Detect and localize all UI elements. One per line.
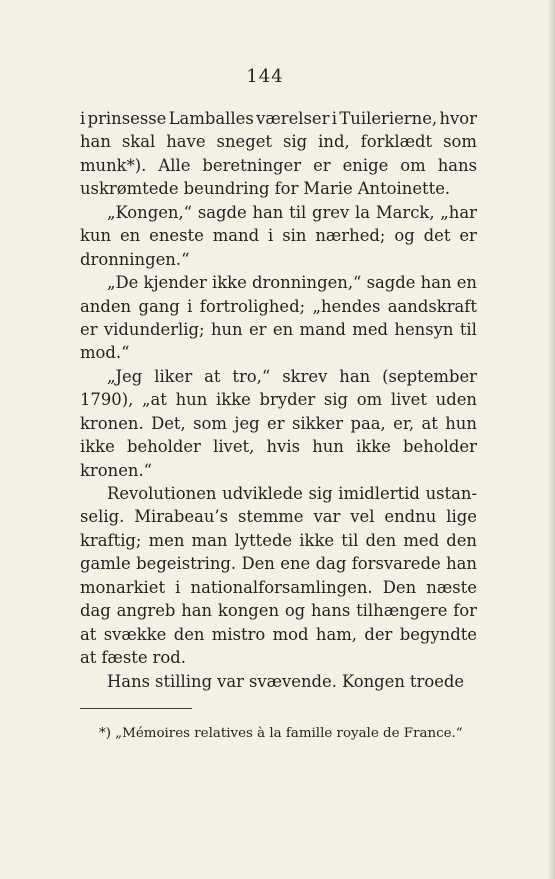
text-line: kraftig; men man lyttede ikke til den med den (80, 530, 477, 550)
text-line: munk*). Alle beretninger er enige om hans (80, 155, 477, 175)
text-line: anden gang i fortrolighed; „hendes aandskraft (80, 296, 477, 316)
text-line: Hans stilling var svævende. Kongen troede (107, 671, 465, 691)
text-line: ikke beholder livet, hvis hun ikke beholder (80, 437, 477, 457)
text-line: gamle begeistring. Den ene dag forsvarede han (80, 554, 477, 574)
text-line: „Kongen,“ sagde han til grev la Marck, „har (107, 202, 477, 222)
footnote: *) „Mémoires relatives à la famille royale de France.“ (99, 726, 463, 741)
text-line: monarkiet i nationalforsamlingen. Den næste (80, 577, 477, 597)
text-line: at svække den mistro mod ham, der begyndte (80, 624, 477, 644)
text-line: 1790), „at hun ikke bryder sig om livet uden (80, 390, 477, 410)
text-line: kun en eneste mand i sin nærhed; og det er (80, 226, 477, 246)
text-line: „Jeg liker at tro,“ skrev han (september (107, 366, 477, 386)
body-text (80, 107, 477, 693)
text-line: at fæste rod. (80, 648, 186, 668)
text-line: selig. Mirabeau’s stemme var vel endnu lige (80, 507, 477, 527)
text-line: dronningen.“ (80, 249, 190, 269)
text-line: uskrømtede beundring for Marie Antoinette. (80, 179, 451, 199)
page-edge-shadow (547, 0, 555, 879)
text-line: kronen. Det, som jeg er sikker paa, er, at hun (80, 413, 477, 433)
text-line: mod.“ (80, 343, 130, 363)
text-line: dag angreb han kongen og hans tilhængere for (80, 601, 477, 621)
page-number: 144 (246, 66, 284, 87)
text-line: er vidunderlig; hun er en mand med hensyn til (80, 319, 477, 339)
text-line: kronen.“ (80, 460, 153, 480)
text-line: i prinsesse Lamballes værelser i Tuilerierne, hvor (80, 109, 477, 128)
text-line: Revolutionen udviklede sig imidlertid ustan- (107, 484, 477, 503)
text-line: „De kjender ikke dronningen,“ sagde han en (107, 273, 477, 293)
footnote-divider (80, 708, 192, 709)
text-line: han skal have sneget sig ind, forklædt som (80, 132, 477, 152)
